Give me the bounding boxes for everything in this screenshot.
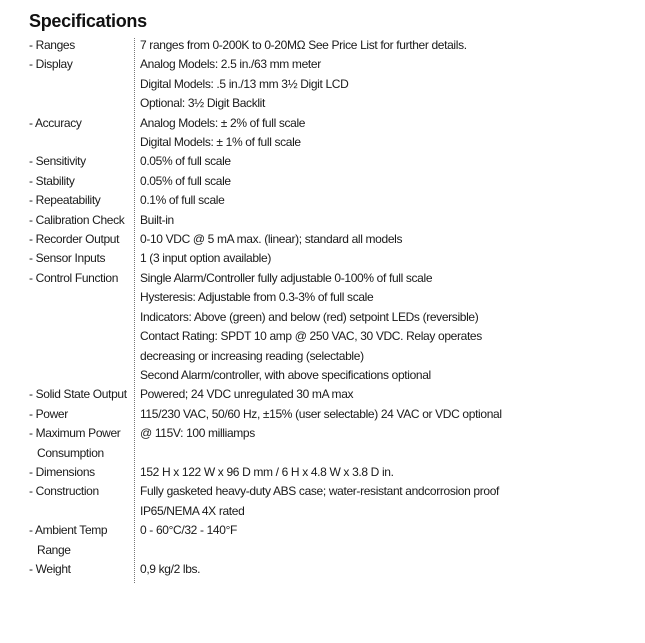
spec-value-line: Hysteresis: Adjustable from 0.3-3% of full scale xyxy=(140,290,374,305)
spec-values xyxy=(139,55,629,113)
spec-value-line: IP65/NEMA 4X rated xyxy=(140,503,245,518)
spec-label xyxy=(29,463,139,482)
spec-value-line: Digital Models: ± 1% of full scale xyxy=(140,135,301,150)
spec-label xyxy=(29,269,139,288)
spec-row xyxy=(29,172,629,191)
spec-label xyxy=(29,482,139,501)
spec-label xyxy=(29,560,139,579)
spec-value-line: Indicators: Above (green) and below (red) setpoint LEDs (reversible) xyxy=(140,309,479,324)
spec-value-line: 0.05% of full scale xyxy=(140,154,231,169)
spec-label xyxy=(29,172,139,191)
spec-value-line: Second Alarm/controller, with above specifications optional xyxy=(140,367,431,382)
spec-label-text: - Sensor Inputs xyxy=(29,251,106,266)
spec-label-text: - Recorder Output xyxy=(29,232,120,247)
spec-label-text: - Control Function xyxy=(29,270,119,285)
spec-label xyxy=(29,191,139,210)
spec-values xyxy=(139,269,629,385)
spec-value-line: Digital Models: .5 in./13 mm 3½ Digit LCD xyxy=(140,76,349,91)
spec-value-line: 0,9 kg/2 lbs. xyxy=(140,561,201,576)
spec-label-text: - Accuracy xyxy=(29,115,82,130)
spec-values xyxy=(139,560,629,579)
spec-values xyxy=(139,424,629,443)
spec-values xyxy=(139,385,629,404)
spec-label xyxy=(29,230,139,249)
spec-label-text: - Solid State Output xyxy=(29,387,127,402)
spec-values xyxy=(139,405,629,424)
page-title: Specifications xyxy=(29,11,147,31)
spec-label xyxy=(29,405,139,424)
spec-row xyxy=(29,152,629,171)
spec-values xyxy=(139,152,629,171)
spec-value-line: @ 115V: 100 milliamps xyxy=(140,426,255,441)
spec-label-text: - Ranges xyxy=(29,38,75,52)
spec-label xyxy=(29,385,139,404)
spec-value-line: Contact Rating: SPDT 10 amp @ 250 VAC, 30 VDC. Relay operates xyxy=(140,329,482,344)
spec-row xyxy=(29,269,629,385)
spec-values xyxy=(139,211,629,230)
spec-label-text: - Construction xyxy=(29,484,99,499)
spec-label xyxy=(29,152,139,171)
spec-value-line: Fully gasketed heavy-duty ABS case; water-resistant andcorrosion proof xyxy=(140,484,500,499)
spec-values xyxy=(139,172,629,191)
spec-label-text: - Stability xyxy=(29,173,75,188)
spec-value-line: 0.05% of full scale xyxy=(140,173,231,188)
spec-label xyxy=(29,424,139,463)
spec-label-text: - Weight xyxy=(29,561,71,576)
spec-value-line: 115/230 VAC, 50/60 Hz, ±15% (user selectable) 24 VAC or VDC optional xyxy=(140,406,502,421)
spec-row xyxy=(29,482,629,521)
spec-row xyxy=(29,463,629,482)
spec-row xyxy=(29,521,629,560)
spec-label-text: - Repeatability xyxy=(29,193,101,208)
spec-value-line: 1 (3 input option available) xyxy=(140,251,271,266)
spec-table xyxy=(29,36,629,579)
spec-label-text: - Power xyxy=(29,406,68,421)
spec-label-continuation: Range xyxy=(37,542,71,557)
spec-label xyxy=(29,249,139,268)
spec-row xyxy=(29,560,629,579)
spec-value-line: 0.1% of full scale xyxy=(140,193,225,208)
spec-values xyxy=(139,249,629,268)
spec-row xyxy=(29,211,629,230)
spec-value-line: Built-in xyxy=(140,212,174,227)
spec-value-line: Analog Models: 2.5 in./63 mm meter xyxy=(140,57,321,72)
spec-label-text: - Maximum Power xyxy=(29,426,121,441)
spec-label-text: - Calibration Check xyxy=(29,212,125,227)
spec-values xyxy=(139,521,629,540)
spec-values xyxy=(139,230,629,249)
spec-label-text: - Dimensions xyxy=(29,464,95,479)
spec-value-line: Optional: 3½ Digit Backlit xyxy=(140,96,265,111)
spec-label xyxy=(29,521,139,560)
spec-row xyxy=(29,424,629,463)
spec-values xyxy=(139,482,629,521)
spec-value-line: Powered; 24 VDC unregulated 30 mA max xyxy=(140,387,354,402)
spec-label-text: - Sensitivity xyxy=(29,154,86,169)
spec-value-line: 152 H x 122 W x 96 D mm / 6 H x 4.8 W x 3.8 D in. xyxy=(140,464,394,479)
spec-row xyxy=(29,191,629,210)
spec-row xyxy=(29,385,629,404)
spec-label xyxy=(29,55,139,74)
spec-row xyxy=(29,114,629,153)
spec-value-line: 0-10 VDC @ 5 mA max. (linear); standard all models xyxy=(140,232,403,247)
spec-label-text: - Ambient Temp xyxy=(29,523,108,538)
spec-value-line: 0 - 60°C/32 - 140°F xyxy=(140,523,237,538)
spec-row xyxy=(29,405,629,424)
spec-row xyxy=(29,249,629,268)
spec-value-line: Single Alarm/Controller fully adjustable 0-100% of full scale xyxy=(140,270,433,285)
spec-value-line: decreasing or increasing reading (selectable) xyxy=(140,348,364,363)
spec-value-line: Analog Models: ± 2% of full scale xyxy=(140,115,306,130)
spec-row xyxy=(29,36,629,55)
spec-label xyxy=(29,36,139,55)
spec-label xyxy=(29,211,139,230)
spec-values xyxy=(139,463,629,482)
spec-label xyxy=(29,114,139,133)
spec-values xyxy=(139,114,629,153)
spec-row xyxy=(29,55,629,113)
spec-value-line: 7 ranges from 0-200K to 0-20MΩ See Price List for further details. xyxy=(140,38,467,52)
spec-label-text: - Display xyxy=(29,57,73,72)
spec-label-continuation: Consumption xyxy=(37,445,104,460)
spec-values xyxy=(139,36,629,55)
spec-row xyxy=(29,230,629,249)
spec-values xyxy=(139,191,629,210)
